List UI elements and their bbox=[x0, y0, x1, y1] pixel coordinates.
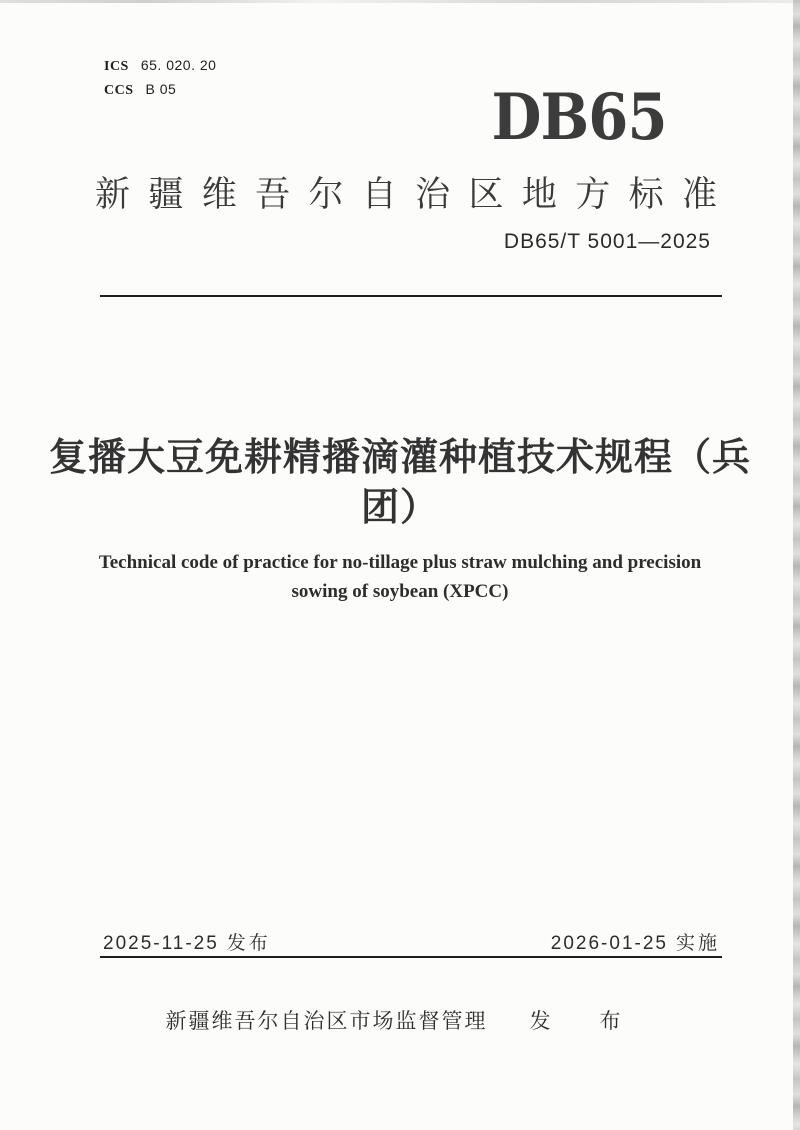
standard-number: DB65/T 5001—2025 bbox=[503, 230, 711, 253]
title-en-line1: Technical code of practice for no-tillage plus straw mulching and precision bbox=[98, 552, 702, 573]
implementation-date-group bbox=[551, 928, 720, 955]
standard-type-heading: 新 疆 维 吾 尔 自 治 区 地 方 标 准 bbox=[95, 175, 717, 214]
publisher-name: 新疆维吾尔自治区市场监督管理 bbox=[165, 1010, 488, 1033]
document-title-en bbox=[60, 548, 740, 606]
issue-date-group bbox=[103, 928, 271, 955]
date-row bbox=[103, 928, 720, 955]
db65-logo: DB65 bbox=[491, 80, 667, 155]
ccs-line bbox=[104, 78, 216, 102]
ics-label: ICS bbox=[104, 59, 129, 74]
issue-label: 发布 bbox=[226, 933, 271, 954]
ccs-value: B 05 bbox=[145, 81, 177, 97]
ics-line bbox=[104, 54, 216, 78]
release-label: 发 布 bbox=[529, 1010, 635, 1033]
implementation-date: 2026-01-25 bbox=[550, 933, 668, 954]
publisher-line bbox=[0, 1005, 800, 1035]
scan-artifact-right-edge bbox=[793, 0, 800, 1130]
document-title-zh bbox=[0, 433, 800, 533]
classification-block bbox=[104, 54, 216, 102]
header-divider-line bbox=[100, 295, 722, 297]
issue-date: 2025-11-25 bbox=[103, 933, 219, 954]
implementation-label: 实施 bbox=[675, 933, 720, 954]
footer-divider-line bbox=[100, 956, 722, 958]
title-zh-line2: 团） bbox=[360, 487, 439, 529]
ccs-label: CCS bbox=[104, 83, 134, 98]
ics-value: 65. 020. 20 bbox=[140, 57, 217, 73]
title-zh-line1: 复播大豆免耕精播滴灌种植技术规程（兵 bbox=[48, 437, 751, 479]
scan-artifact-top-edge bbox=[0, 0, 800, 3]
title-en-line2: sowing of soybean (XPCC) bbox=[291, 581, 509, 602]
